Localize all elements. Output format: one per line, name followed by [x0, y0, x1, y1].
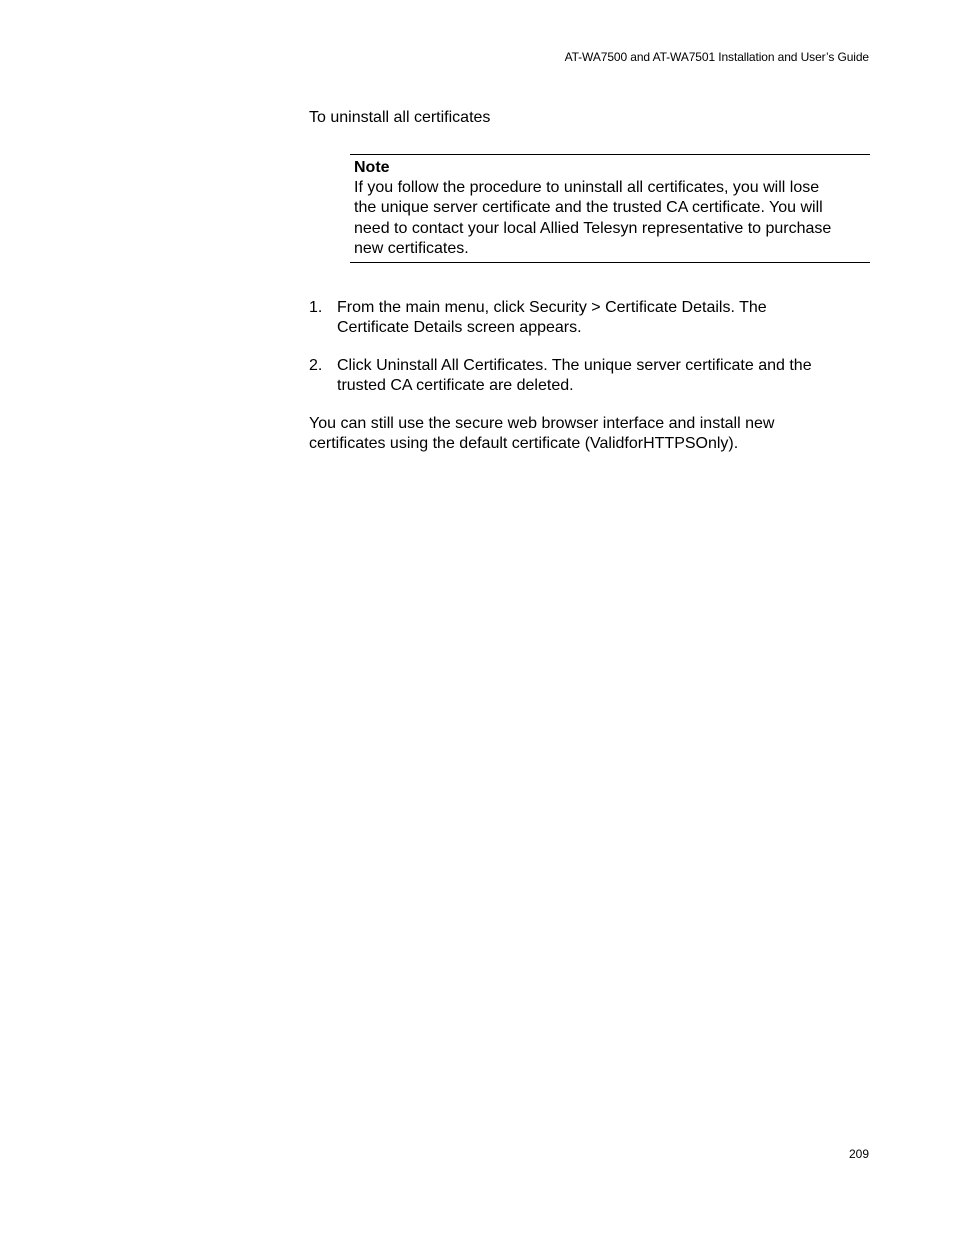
procedure-step-2 — [309, 356, 870, 396]
page-number: 209 — [848, 1147, 869, 1161]
section-heading: To uninstall all certificates — [309, 109, 491, 126]
running-header: AT-WA7500 and AT-WA7501 Installation and User’s Guide — [564, 50, 869, 64]
note-text: If you follow the procedure to uninstall all certificates, you will lose the unique server certificate and the trusted CA certificate. You will need to contact your local Allied Telesyn representative to purchase new certificates. — [354, 179, 832, 257]
note-box — [350, 154, 870, 263]
step-number: 1. — [309, 299, 323, 316]
step-text: Click Uninstall All Certificates. The unique server certificate and the trusted CA certificate are deleted. — [337, 357, 812, 394]
closing-paragraph: You can still use the secure web browser interface and install new certificates using the default certificate (ValidforHTTPSOnly). — [309, 415, 775, 452]
note-title: Note — [354, 159, 390, 176]
procedure-step-1 — [309, 298, 870, 338]
step-text: From the main menu, click Security > Certificate Details. The Certificate Details screen appears. — [337, 299, 767, 336]
procedure-steps — [309, 298, 870, 414]
step-number: 2. — [309, 357, 323, 374]
